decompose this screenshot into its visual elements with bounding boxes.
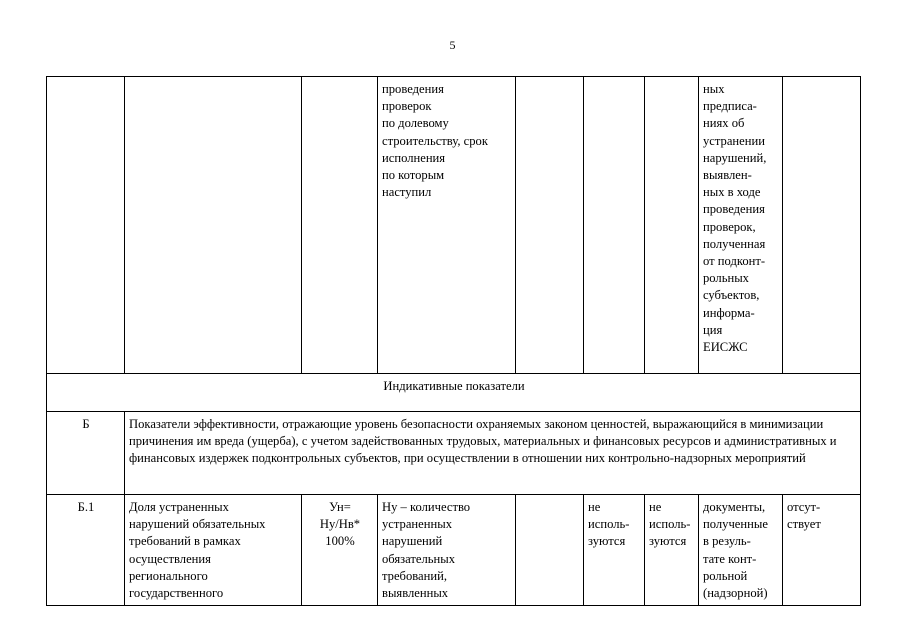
table-cell [47,77,125,374]
table-cell [516,495,584,606]
table-cell-data-source: проведения проверок по долевому строительству, срок исполнения по которым наступил [378,77,516,374]
table-row-b1 [47,495,861,606]
indicator-threshold-values: не исполь- зуются [645,495,699,606]
indicator-target-values: не исполь- зуются [584,495,645,606]
indicator-formula: Ун= Ну/Нв* 100% [302,495,378,606]
table-cell [783,77,861,374]
page-number: 5 [449,38,456,52]
indicator-information-source: документы, полученные в резуль- тате конт- рольной (надзорной) [699,495,783,606]
table-row-continuation [47,77,861,374]
indicator-name: Доля устраненных нарушений обязательных требований в рамках осуществления регионального государственного [125,495,302,606]
criterion-text: Показатели эффективности, отражающие уровень безопасности охраняемых законом ценностей, выражающийся в минимизации причинения им вреда (ущерба), с учетом задействованных трудовых, материальных и финансовых ресурсов и административных и финансовых издержек подконтрольных субъектов, при осуществлении в отношении них контрольно-надзорных мероприятий [125,412,861,495]
table-cell [302,77,378,374]
indicator-note: отсут- ствует [783,495,861,606]
indicators-table [46,76,861,606]
indicator-comment: Ну – количество устраненных нарушений обязательных требований, выявленных [378,495,516,606]
table-row-section-heading [47,374,861,412]
table-cell-information-source: ных предписа- ниях об устранении нарушений, выявлен- ных в ходе проведения проверок, полученная от подконт- рольных субъектов, информа- ция ЕИСЖС [699,77,783,374]
table-cell [125,77,302,374]
indicator-code: Б.1 [47,495,125,606]
section-heading: Индикативные показатели [47,374,861,412]
criterion-code: Б [47,412,125,495]
table-cell [516,77,584,374]
table-cell [645,77,699,374]
table-cell [584,77,645,374]
table-row-criterion [47,412,861,495]
